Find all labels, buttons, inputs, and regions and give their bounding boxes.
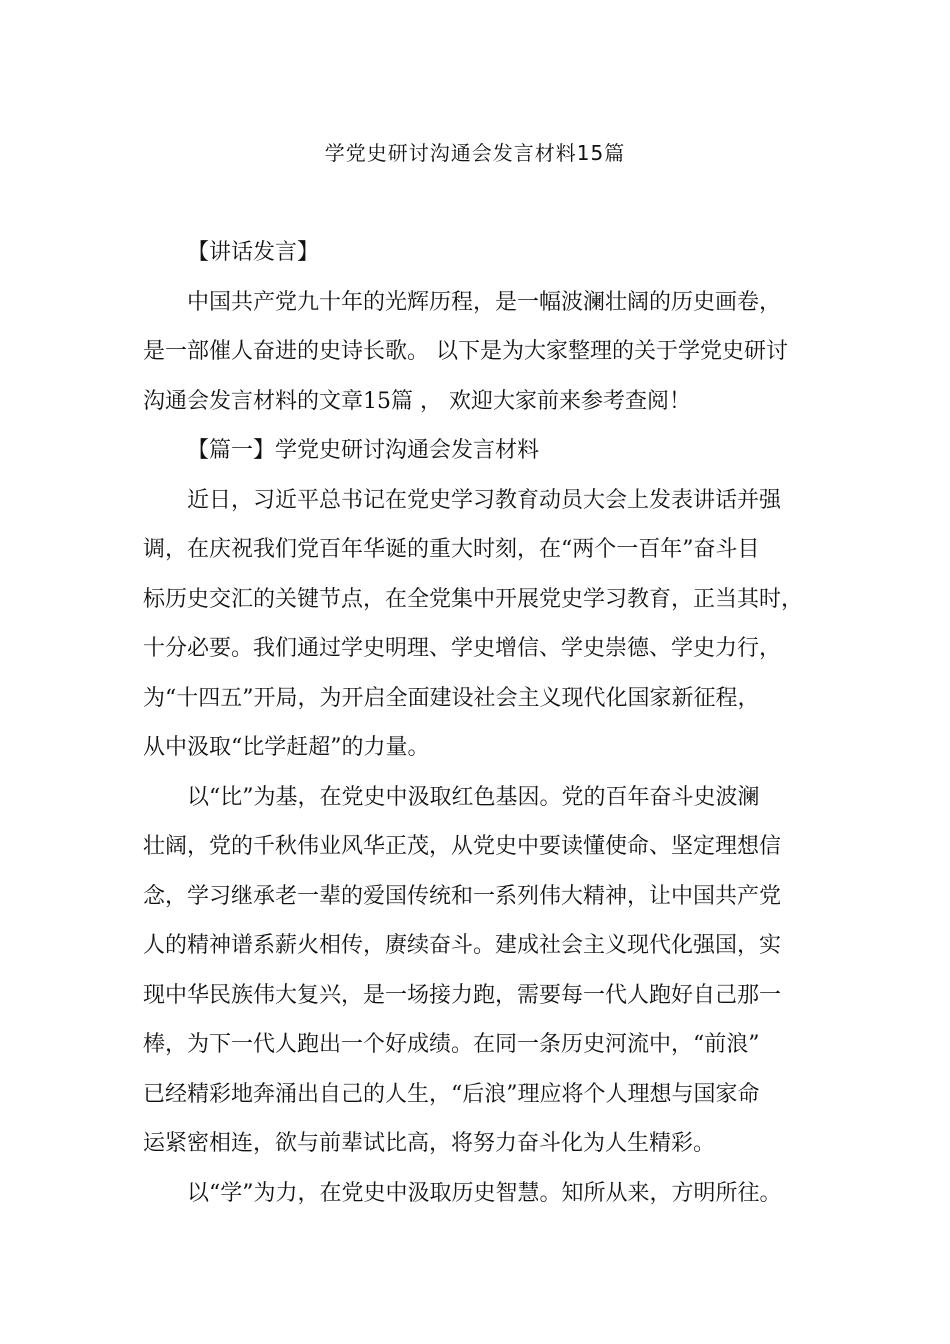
- text-line: 从中汲取“比学赶超”的力量。: [143, 735, 430, 760]
- text-line: 【篇一】学党史研讨沟通会发言材料: [187, 438, 540, 463]
- text-line: 壮阔，党的千秋伟业风华正茂，从党史中要读懂使命、坚定理想信: [143, 834, 782, 859]
- text-line: 中国共产党九十年的光辉历程，是一幅波澜壮阔的历史画卷，: [187, 289, 782, 315]
- text-line: 十分必要。我们通过学史明理、学史增信、学史崇德、学史力行，: [143, 636, 782, 661]
- text-line: 近日，习近平总书记在党史学习教育动员大会上发表讲话并强: [187, 487, 782, 513]
- text-line: 以“比”为基，在党史中汲取红色基因。党的百年奋斗史波澜: [187, 784, 760, 810]
- text-line: 念，学习继承老一辈的爱国传统和一系列伟大精神，让中国共产党: [143, 883, 782, 909]
- text-line: 运紧密相连，欲与前辈试比高，将努力奋斗化为人生精彩。: [143, 1131, 716, 1156]
- text-line: 【讲话发言】: [187, 240, 320, 265]
- text-line: 人的精神谱系薪火相传，赓续奋斗。建成社会主义现代化强国，实: [143, 933, 782, 958]
- text-line: 标历史交汇的关键节点，在全党集中开展党史学习教育，正当其时，: [143, 586, 804, 612]
- text-line: 为“十四五”开局，为开启全面建设社会主义现代化国家新征程，: [143, 685, 760, 711]
- document-title: 学党史研讨沟通会发言材料15篇: [324, 141, 626, 165]
- text-line: 沟通会发言材料的文章15篇 ， 欢迎大家前来参考查阅！: [143, 388, 691, 414]
- text-line: 调，在庆祝我们党百年华诞的重大时刻，在“两个一百年”奋斗目: [143, 537, 760, 562]
- text-line: 棒，为下一代人跑出一个好成绩。在同一条历史河流中，“前浪”: [143, 1032, 760, 1057]
- text-line: 以“学”为力，在党史中汲取历史智慧。知所从来，方明所往。: [187, 1180, 782, 1206]
- text-line: 是一部催人奋进的史诗长歌。 以下是为大家整理的关于学党史研讨: [143, 339, 788, 364]
- text-line: 已经精彩地奔涌出自己的人生，“后浪”理应将个人理想与国家命: [143, 1081, 760, 1107]
- document-body: [143, 228, 827, 1218]
- text-line: 现中华民族伟大复兴，是一场接力跑，需要每一代人跑好自己那一: [143, 982, 782, 1008]
